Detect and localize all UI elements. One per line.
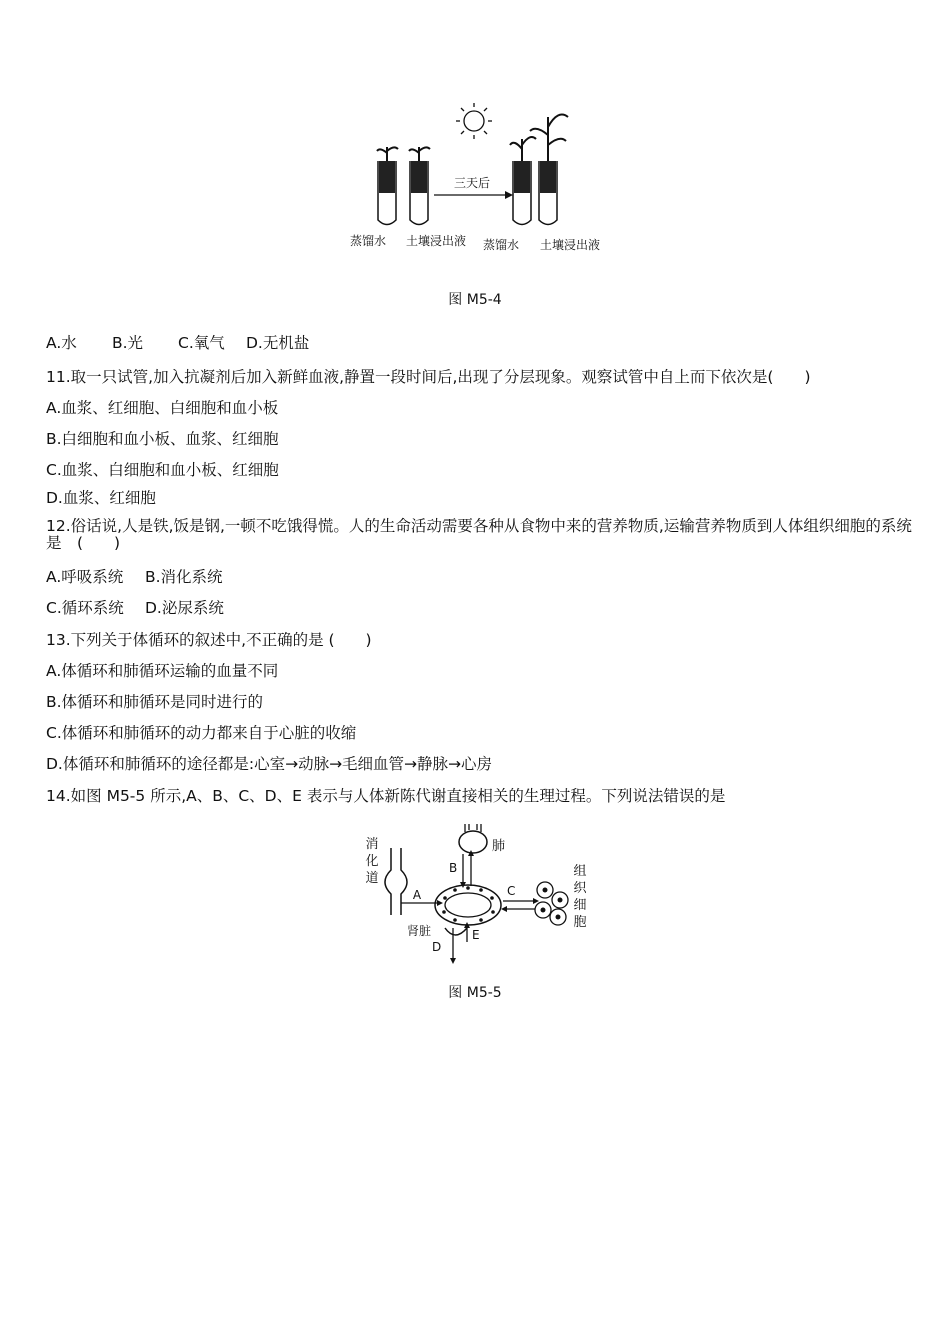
- label-D: D: [432, 940, 442, 954]
- option: B.光: [112, 334, 144, 352]
- label-tissue-2: 织: [573, 881, 587, 896]
- figure-caption: 图 M5-4: [448, 292, 502, 308]
- label-digestive-3: 道: [365, 871, 379, 886]
- lung-icon: [459, 831, 487, 853]
- option: D.血浆、红细胞: [46, 489, 156, 507]
- option: C.循环系统: [46, 599, 124, 617]
- label-A: A: [412, 888, 422, 902]
- label-arrow: 三天后: [453, 176, 491, 190]
- q12-options: [46, 598, 916, 618]
- label-soil-right: 土壤浸出液: [539, 238, 601, 252]
- option: B.白细胞和血小板、血浆、红细胞: [46, 430, 279, 448]
- label-digestive-2: 化: [365, 854, 379, 869]
- label-distilled-left: 蒸馏水: [349, 234, 387, 248]
- kidney-icon: [445, 928, 467, 935]
- option: D.体循环和肺循环的途径都是:心室→动脉→毛细血管→静脉→心房: [46, 755, 493, 773]
- q10-options: [46, 333, 916, 353]
- label-digestive-1: 消: [365, 837, 379, 852]
- option: D.泌尿系统: [145, 599, 224, 617]
- question-stem: 13.下列关于体循环的叙述中,不正确的是 ( ): [46, 631, 372, 649]
- label-distilled-right: 蒸馏水: [482, 238, 520, 252]
- tissue-cells-icon: [535, 882, 568, 925]
- option: A.血浆、红细胞、白细胞和血小板: [46, 399, 279, 417]
- question-stem: 14.如图 M5-5 所示,A、B、C、D、E 表示与人体新陈代谢直接相关的生理过程。下列说法错误的是: [46, 787, 726, 805]
- label-B: B: [449, 861, 458, 875]
- option: D.无机盐: [246, 334, 310, 352]
- option: B.体循环和肺循环是同时进行的: [46, 693, 264, 711]
- label-soil-left: 土壤浸出液: [405, 234, 467, 248]
- sun-icon: [456, 103, 492, 139]
- figure-caption: 图 M5-5: [448, 985, 502, 1001]
- option: C.血浆、白细胞和血小板、红细胞: [46, 461, 279, 479]
- option: B.消化系统: [145, 568, 223, 586]
- option: A.呼吸系统: [46, 568, 124, 586]
- label-kidney: 肾脏: [407, 924, 432, 938]
- digestive-tract-icon: [385, 848, 407, 915]
- label-C: C: [507, 884, 516, 898]
- figure-m5-5: [355, 820, 600, 970]
- option: C.体循环和肺循环的动力都来自于心脏的收缩: [46, 724, 357, 742]
- label-tissue-1: 组: [573, 864, 587, 879]
- label-E: E: [472, 928, 480, 942]
- question-stem: 12.俗话说,人是铁,饭是钢,一顿不吃饿得慌。人的生命活动需要各种从食物中来的营养物质,运输营养物质到人体组织细胞的系统是 ( ): [46, 517, 912, 552]
- option: C.氧气: [178, 334, 225, 352]
- test-tube-icon: [377, 147, 398, 225]
- label-lung: 肺: [492, 839, 506, 854]
- test-tube-icon: [530, 115, 568, 225]
- label-tissue-4: 胞: [573, 915, 587, 930]
- figure-m5-4: [330, 95, 620, 265]
- question-stem: 11.取一只试管,加入抗凝剂后加入新鲜血液,静置一段时间后,出现了分层现象。观察试管中自上而下依次是( ): [46, 368, 811, 386]
- label-tissue-3: 细: [573, 898, 587, 913]
- q12-options: [46, 567, 916, 587]
- option: A.水: [46, 334, 77, 352]
- option: A.体循环和肺循环运输的血量不同: [46, 662, 279, 680]
- test-tube-icon: [510, 137, 536, 225]
- test-tube-icon: [409, 147, 430, 225]
